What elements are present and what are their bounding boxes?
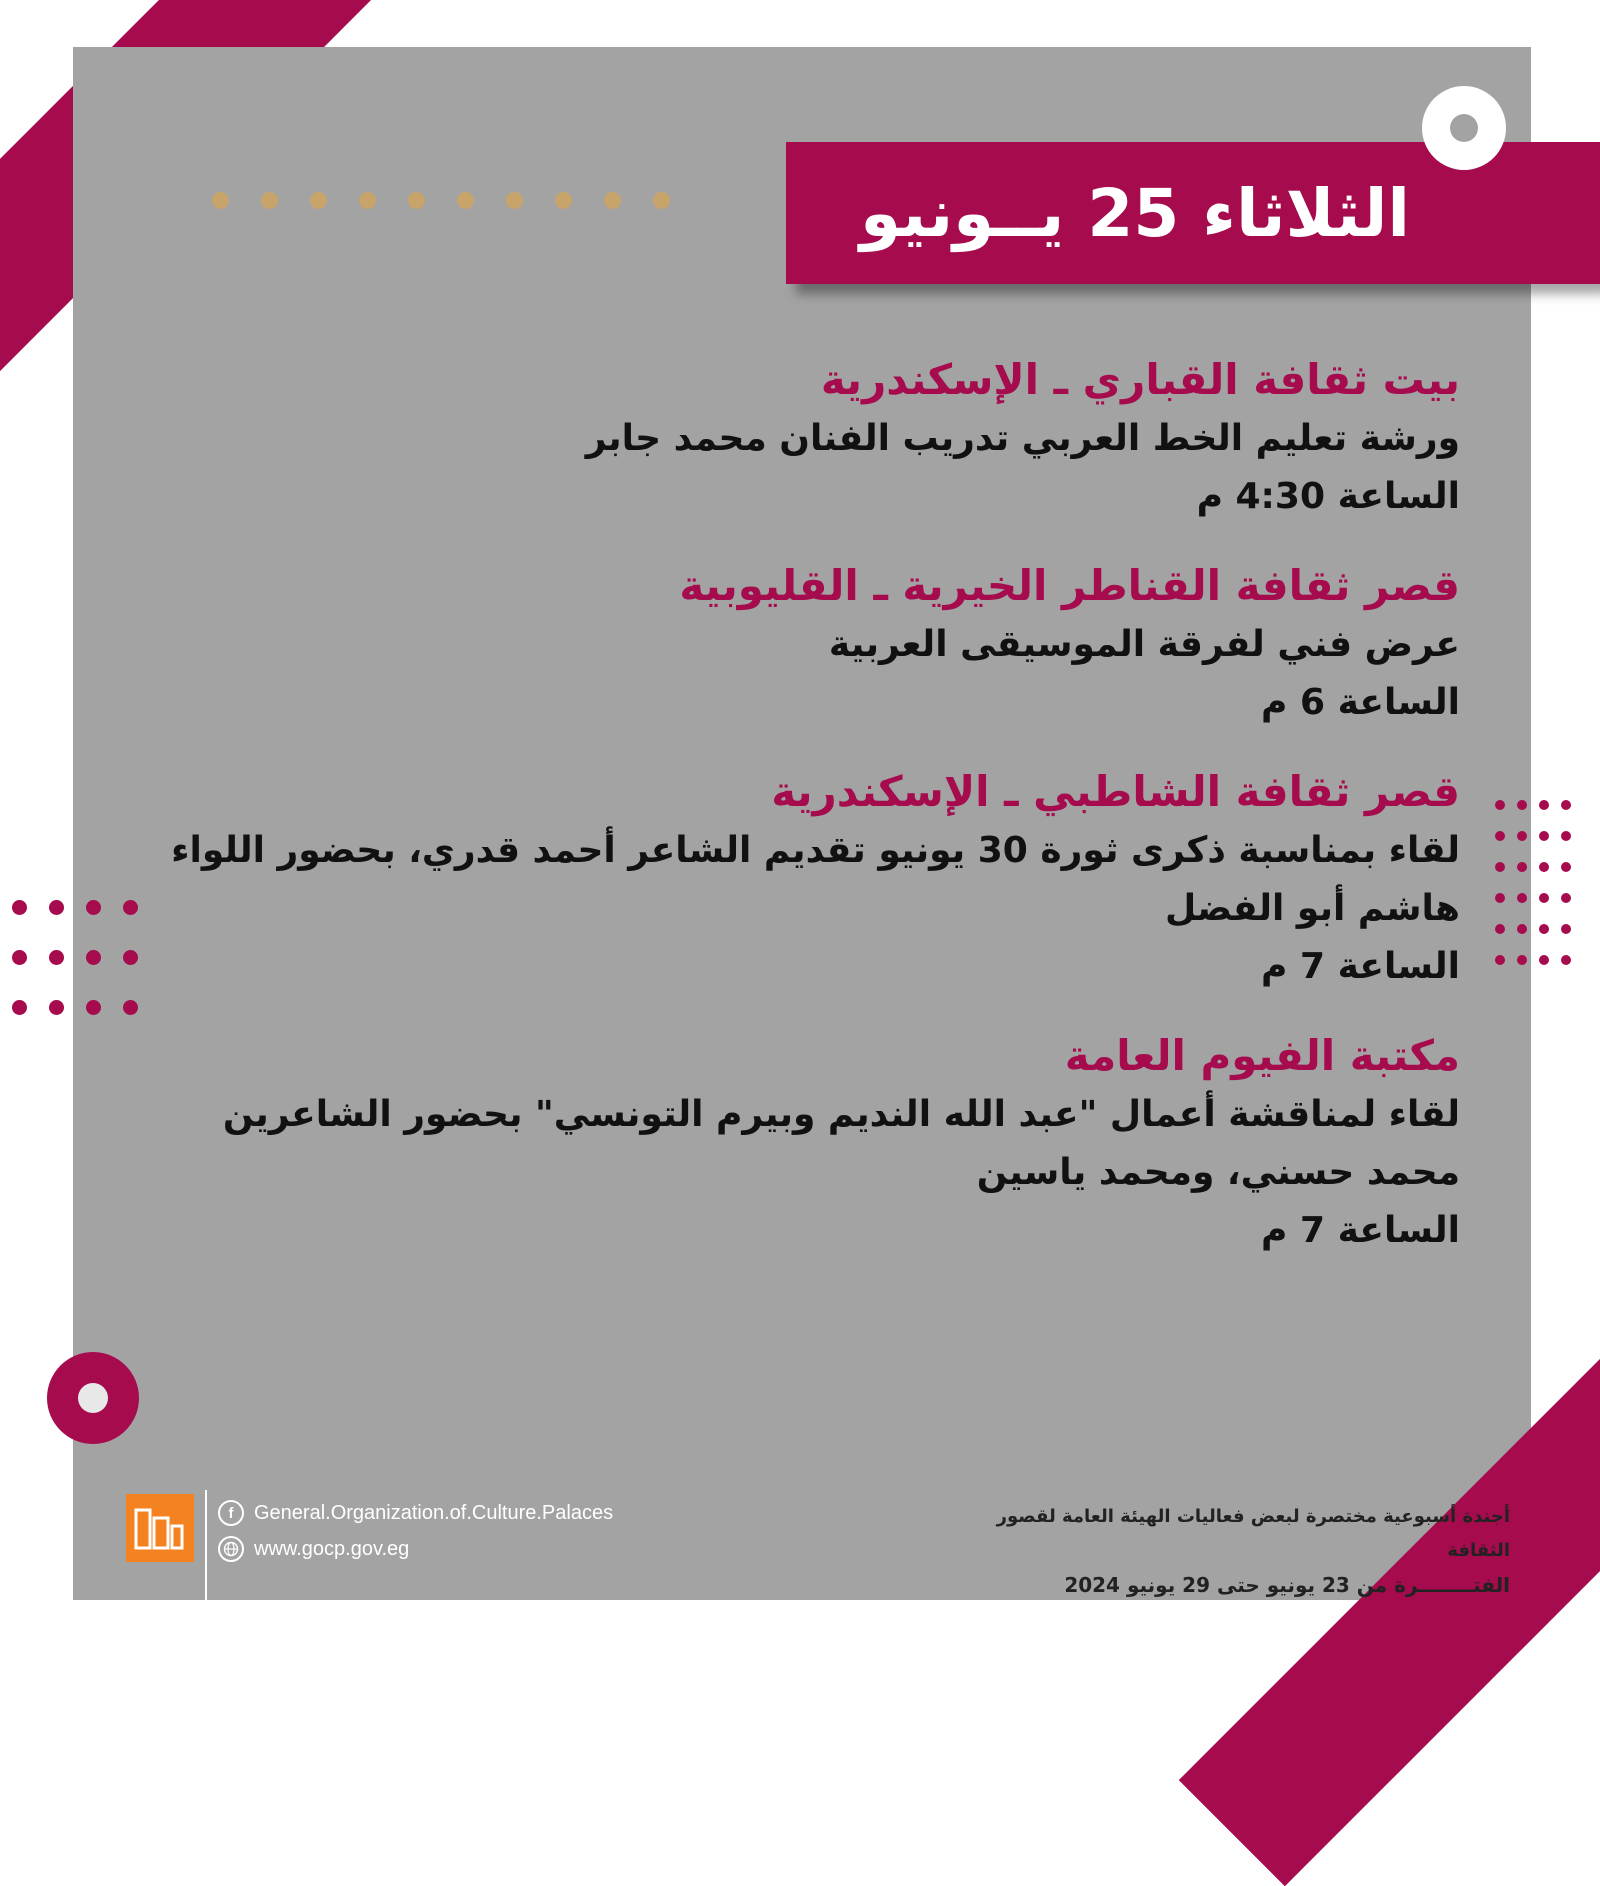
dot	[12, 1000, 27, 1015]
globe-icon	[218, 1536, 244, 1562]
dot	[1561, 800, 1571, 810]
dot	[1517, 862, 1527, 872]
dot	[1539, 924, 1549, 934]
event-venue: بيت ثقافة القباري ـ الإسكندرية	[820, 355, 1460, 404]
dot	[1539, 893, 1549, 903]
dot	[1561, 955, 1571, 965]
dot	[1517, 924, 1527, 934]
footer-divider	[205, 1490, 207, 1600]
event-item	[120, 350, 1460, 526]
dot	[1495, 831, 1505, 841]
dot	[12, 950, 27, 965]
event-description: عرض فني لفرقة الموسيقى العربية	[828, 624, 1460, 665]
event-item	[120, 556, 1460, 732]
event-time: الساعة 4:30 م	[1196, 476, 1460, 517]
ring-decoration-top	[1422, 86, 1506, 170]
facebook-icon: f	[218, 1500, 244, 1526]
dot	[1495, 924, 1505, 934]
event-venue: قصر ثقافة الشاطبي ـ الإسكندرية	[771, 767, 1460, 816]
dot	[1539, 831, 1549, 841]
event-description: لقاء بمناسبة ذكرى ثورة 30 يونيو تقديم الشاعر أحمد قدري، بحضور اللواء هاشم أبو الفضل	[171, 830, 1460, 929]
dot	[1539, 955, 1549, 965]
dot	[86, 900, 101, 915]
event-description: لقاء لمناقشة أعمال "عبد الله النديم وبيرم التونسي" بحضور الشاعرين محمد حسني، ومحمد ياسين	[222, 1094, 1460, 1193]
event-venue: قصر ثقافة القناطر الخيرية ـ القليوبية	[679, 561, 1460, 610]
dot	[1561, 893, 1571, 903]
dot	[1539, 800, 1549, 810]
event-description: ورشة تعليم الخط العربي تدريب الفنان محمد جابر	[585, 418, 1460, 459]
footer-website-link[interactable]	[218, 1536, 409, 1562]
dot-grid-right	[1495, 800, 1585, 980]
dot	[1561, 862, 1571, 872]
agenda-title: أجندة أسبوعية مختصرة لبعض فعاليات الهيئة العامة لقصور الثقافة	[996, 1506, 1510, 1561]
agenda-period: الفتــــــــرة من 23 يونيو حتى 29 يونيو 2024	[1064, 1573, 1510, 1597]
event-venue: مكتبة الفيوم العامة	[1064, 1031, 1460, 1080]
organization-logo	[126, 1494, 194, 1562]
dot	[1517, 893, 1527, 903]
website-url: www.gocp.gov.eg	[254, 1537, 410, 1560]
dot	[86, 1000, 101, 1015]
dot	[1561, 924, 1571, 934]
dot	[1517, 831, 1527, 841]
event-time: الساعة 7 م	[1261, 1210, 1460, 1251]
dot	[1495, 955, 1505, 965]
ring-decoration-bottom	[47, 1352, 139, 1444]
gold-dots-decoration	[212, 192, 682, 214]
footer-facebook-link[interactable]	[218, 1500, 613, 1526]
dot	[1561, 831, 1571, 841]
dot	[1517, 800, 1527, 810]
dot	[49, 950, 64, 965]
footer-agenda	[960, 1500, 1510, 1602]
dot	[12, 900, 27, 915]
events-list	[120, 350, 1460, 1290]
dot	[1495, 862, 1505, 872]
event-time: الساعة 7 م	[1261, 946, 1460, 987]
event-item	[120, 1026, 1460, 1260]
dot	[1539, 862, 1549, 872]
dot	[49, 900, 64, 915]
dot	[49, 1000, 64, 1015]
dot	[1495, 893, 1505, 903]
dot	[1495, 800, 1505, 810]
event-time: الساعة 6 م	[1261, 682, 1460, 723]
dot	[86, 950, 101, 965]
page-title: الثلاثاء 25 يــونيو	[860, 174, 1410, 252]
facebook-page-name: General.Organization.of.Culture.Palaces	[254, 1501, 614, 1524]
logo-mark-icon	[132, 1500, 188, 1556]
event-item	[120, 762, 1460, 996]
dot	[1517, 955, 1527, 965]
